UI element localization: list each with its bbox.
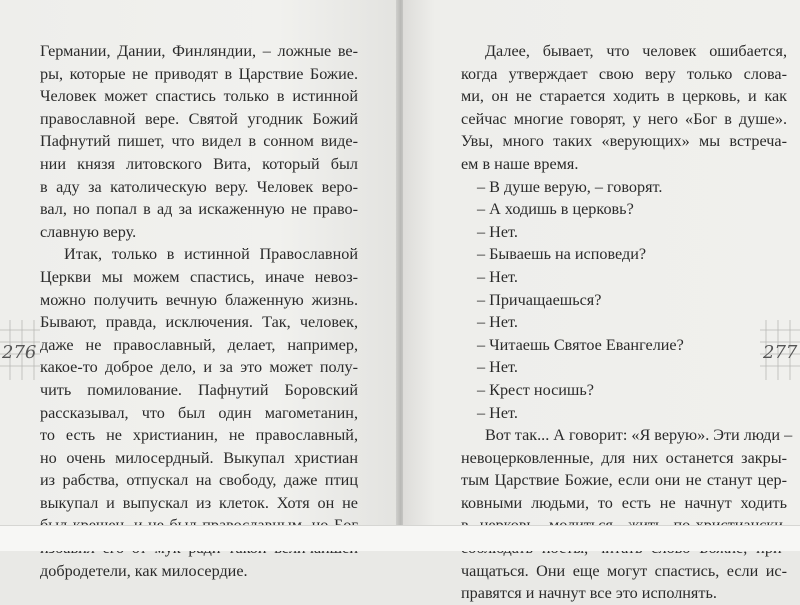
- dialogue-line: – Читаешь Святое Евангелие?: [477, 335, 684, 354]
- left-page-text: [40, 40, 358, 582]
- text-line: ем в наше время.: [461, 154, 579, 173]
- text-line: невоцерковленные, для них останется закры-: [461, 448, 787, 467]
- page-bottom-edge: [0, 525, 800, 551]
- dialogue-line: – Нет.: [477, 222, 518, 241]
- text-line: ры, которые не приводят в Царствие Божие.: [40, 64, 358, 83]
- text-line: православной вере. Святой угодник Божий: [40, 109, 358, 128]
- text-line: выкупал и выпускал из клеток. Хотя он не: [40, 493, 358, 512]
- left-page: [0, 0, 398, 580]
- dialogue-line: – А ходишь в церковь?: [477, 200, 634, 219]
- text-line: чить помилование. Пафнутий Боровский: [40, 380, 358, 399]
- text-line: Церкви мы можем спастись, иначе невоз-: [40, 267, 358, 286]
- text-line: Вот так... А говорит: «Я верую». Эти люди –: [485, 426, 793, 445]
- text-line: нии князя литовского Вита, который был: [40, 154, 358, 173]
- text-line: вал, но попал в ад за искаженную не право-: [40, 200, 358, 219]
- text-line: когда утверждает свою веру только слова-: [461, 64, 787, 83]
- text-line: Итак, только в истинной Православной: [64, 245, 358, 264]
- dialogue-line: – Причащаешься?: [477, 290, 602, 309]
- right-page-text: [461, 40, 793, 605]
- text-line: Бывают, правда, исключения. Так, человек,: [40, 313, 358, 332]
- text-line: сейчас многие говорят, у него «Бог в душе».: [461, 109, 787, 128]
- text-line: ковными людьми, то есть не начнут ходить: [461, 493, 787, 512]
- page-number: 276: [2, 342, 37, 363]
- text-line: Увы, много таких «верующих» мы встреча-: [461, 132, 787, 151]
- dialogue-line: – Нет.: [477, 403, 518, 422]
- text-line: рассказывал, что был один магометанин,: [40, 403, 358, 422]
- text-line: Далее, бывает, что человек ошибается,: [485, 42, 787, 60]
- text-line: правятся и начнут все это исполнять.: [461, 584, 717, 603]
- text-line: можно получить вечную блаженную жизнь.: [40, 290, 358, 309]
- text-line: чащаться. Они еще могут спастись, если ис-: [461, 561, 787, 580]
- text-line: славную веру.: [40, 222, 137, 241]
- text-line: даже не православный, делает, например,: [40, 335, 358, 354]
- dialogue-line: – Крест носишь?: [477, 380, 594, 399]
- text-line: в аду за католическую веру. Человек веро-: [40, 177, 358, 196]
- text-line: из рабства, отпускал на свободу, даже птиц: [40, 471, 358, 490]
- dialogue-line: – Нет.: [477, 267, 518, 286]
- page-number: 277: [763, 342, 798, 363]
- text-line: добродетели, как милосердие.: [40, 561, 248, 580]
- text-line: какое-то доброе дело, и за это может полу-: [40, 358, 358, 377]
- dialogue-line: – Нет.: [477, 358, 518, 377]
- text-line: Пафнутий пишет, что видел в сонном виде-: [40, 132, 358, 151]
- text-line: то есть не христианин, не православный,: [40, 426, 358, 445]
- dialogue-line: – В душе верую, – говорят.: [477, 177, 663, 196]
- text-line: ми, он не старается ходить в церковь, и как: [461, 87, 787, 106]
- text-line: Германии, Дании, Финляндии, – ложные ве-: [40, 42, 358, 60]
- text-line: но очень милосердный. Выкупал христиан: [40, 448, 358, 467]
- right-page: [403, 0, 800, 603]
- text-line: Человек может спастись только в истинной: [40, 87, 358, 106]
- text-line: тым Царствие Божие, если они не станут цер-: [461, 471, 787, 490]
- dialogue-line: – Нет.: [477, 313, 518, 332]
- dialogue-line: – Бываешь на исповеди?: [477, 245, 647, 264]
